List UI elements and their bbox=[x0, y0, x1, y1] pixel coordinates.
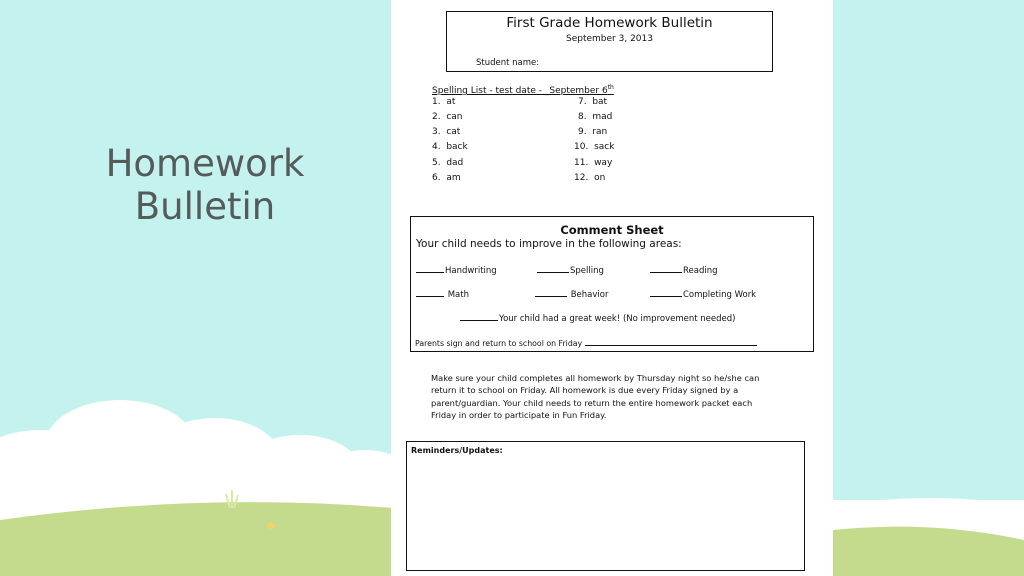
comment-sheet-subtitle: Your child needs to improve in the following areas: bbox=[416, 238, 682, 250]
left-hill bbox=[0, 502, 392, 576]
area-handwriting: Handwriting bbox=[416, 264, 497, 276]
spelling-word: 6. am bbox=[432, 173, 461, 183]
spelling-word: 5. dad bbox=[432, 158, 464, 168]
spelling-word: 3. cat bbox=[432, 127, 461, 137]
comment-sheet-title: Comment Sheet bbox=[560, 223, 664, 237]
reminders-box bbox=[406, 441, 805, 571]
parent-sign-line: Parents sign and return to school on Friday bbox=[415, 337, 758, 348]
bulletin-title: First Grade Homework Bulletin bbox=[506, 15, 713, 31]
bulletin-header-box bbox=[446, 11, 773, 72]
area-spelling: Spelling bbox=[537, 264, 604, 276]
bulletin-date: September 3, 2013 bbox=[566, 34, 653, 44]
blank-line bbox=[537, 264, 569, 273]
area-reading: Reading bbox=[650, 264, 718, 276]
homework-instructions: Make sure your child completes all homework by Thursday night so he/she can return it to school on Friday. All homework is due every Friday signed by a parent/guardian. Your child needs to return the entire homework packet each Friday in order to participate in Fun Friday. bbox=[431, 373, 760, 421]
spelling-word: 1. at bbox=[432, 97, 456, 107]
homework-bulletin-page bbox=[391, 0, 833, 576]
area-math: Math bbox=[416, 288, 469, 300]
slide-title-line-1: Homework bbox=[105, 142, 305, 185]
spelling-heading-suffix: th bbox=[607, 84, 614, 91]
signature-line bbox=[585, 337, 757, 346]
spelling-word: 11. way bbox=[574, 158, 613, 168]
blank-line bbox=[650, 264, 682, 273]
spelling-word: 12. on bbox=[574, 173, 606, 183]
blank-line bbox=[416, 264, 444, 273]
spelling-word: 9. ran bbox=[578, 127, 608, 137]
spelling-list-heading bbox=[432, 84, 614, 96]
spelling-word: 8. mad bbox=[578, 112, 613, 122]
spelling-word: 2. can bbox=[432, 112, 463, 122]
comment-sheet-box bbox=[410, 216, 814, 352]
spelling-word: 7. bat bbox=[578, 97, 608, 107]
slide-title-line-2: Bulletin bbox=[134, 185, 276, 228]
area-behavior: Behavior bbox=[535, 288, 608, 300]
area-completing-work: Completing Work bbox=[650, 288, 756, 300]
student-name-label: Student name: bbox=[476, 58, 540, 68]
spelling-heading-text: Spelling List - test date - _September 6 bbox=[432, 86, 608, 96]
blank-line bbox=[460, 312, 498, 321]
blank-line bbox=[535, 288, 567, 297]
great-week-line: Your child had a great week! (No improvement needed) bbox=[460, 312, 735, 324]
reminders-label: Reminders/Updates: bbox=[411, 446, 503, 455]
slide-title bbox=[80, 142, 330, 228]
blank-line bbox=[650, 288, 682, 297]
spelling-word: 10. sack bbox=[574, 142, 615, 152]
spelling-word: 4. back bbox=[432, 142, 468, 152]
blank-line bbox=[416, 288, 444, 297]
